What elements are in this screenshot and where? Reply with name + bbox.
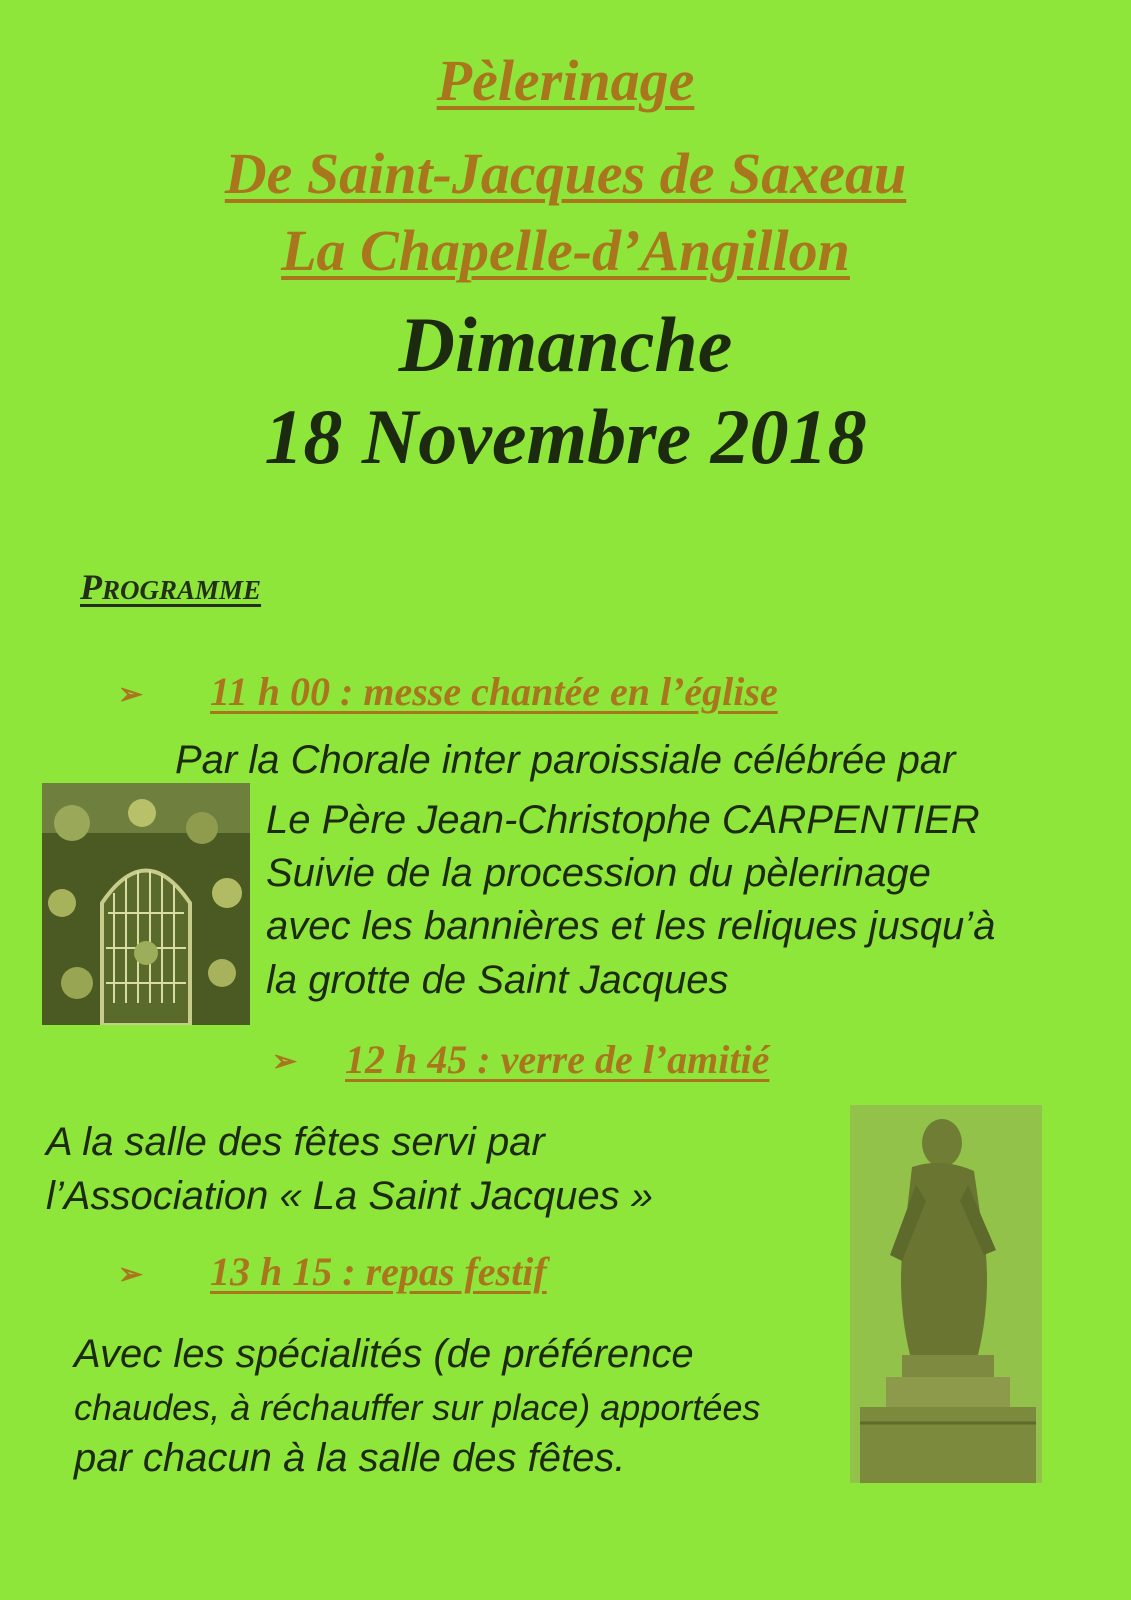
- title-line-1: Pèlerinage: [436, 48, 695, 113]
- event-2-line-1: A la salle des fêtes servi par: [46, 1120, 545, 1164]
- event-2-title: 12 h 45 : verre de l’amitié: [345, 1037, 770, 1082]
- date-day: Dimanche: [398, 301, 733, 388]
- event-3-title: 13 h 15 : repas festif: [210, 1249, 547, 1294]
- grotto-photo: [42, 783, 250, 1025]
- event-1-line-4: avec les bannières et les reliques jusqu’à: [266, 904, 996, 948]
- event-1-line-3: Suivie de la procession du pèlerinage: [266, 851, 931, 895]
- event-3-line-1: Avec les spécialités (de préférence: [74, 1332, 694, 1376]
- arrow-bullet-icon: ➢: [118, 678, 144, 711]
- arrow-bullet-icon: ➢: [118, 1258, 144, 1291]
- title-line-2: De Saint-Jacques de Saxeau: [224, 141, 907, 206]
- event-1-title: 11 h 00 : messe chantée en l’église: [210, 669, 778, 714]
- event-1-line-5: la grotte de Saint Jacques: [266, 958, 729, 1002]
- grotto-image: [42, 783, 250, 1025]
- arrow-bullet-icon: ➢: [272, 1045, 298, 1078]
- statue-photo: [850, 1105, 1042, 1483]
- event-1-line-1: Par la Chorale inter paroissiale célébrée par: [175, 738, 956, 782]
- statue-image: [850, 1105, 1042, 1483]
- event-3-line-3: par chacun à la salle des fêtes.: [74, 1436, 626, 1480]
- event-3-line-2: chaudes, à réchauffer sur place) apportées: [74, 1387, 761, 1428]
- event-1-line-2: Le Père Jean-Christophe CARPENTIER: [266, 798, 980, 842]
- event-2-line-2: l’Association « La Saint Jacques »: [46, 1174, 654, 1218]
- programme-heading: PROGRAMME: [80, 567, 262, 607]
- date-full: 18 Novembre 2018: [264, 393, 867, 480]
- title-line-3: La Chapelle-d’Angillon: [281, 218, 850, 283]
